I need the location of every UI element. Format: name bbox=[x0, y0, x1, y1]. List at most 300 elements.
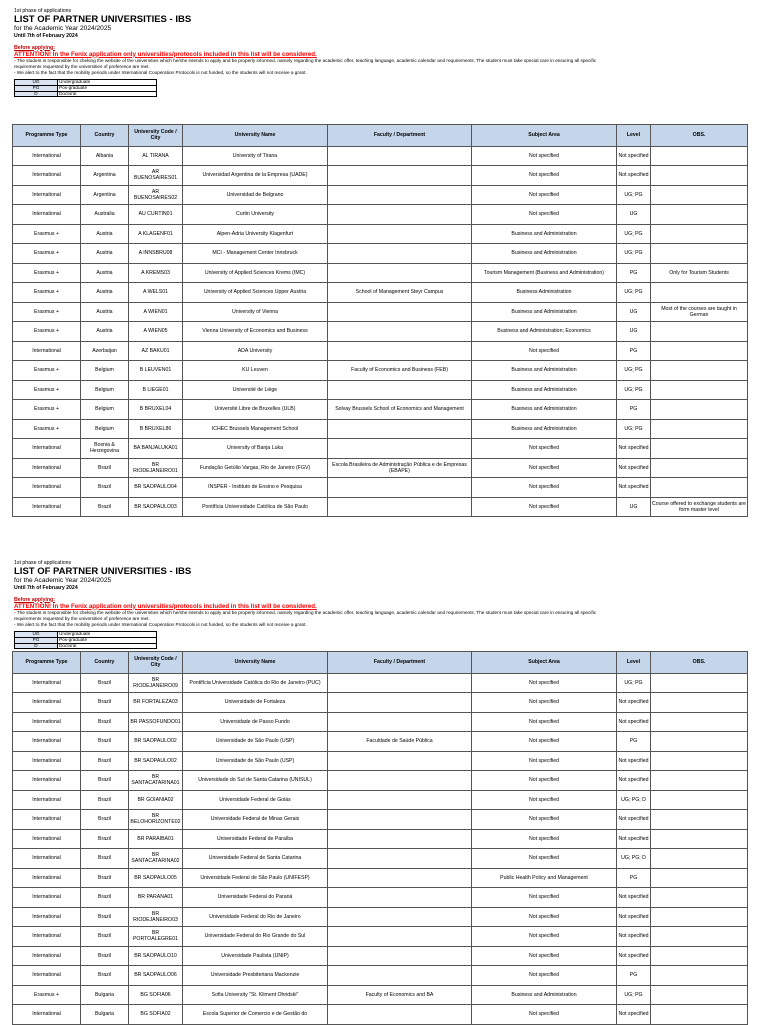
faculty-cell bbox=[328, 927, 472, 947]
legend-code: D bbox=[15, 643, 58, 649]
table-row bbox=[13, 185, 748, 205]
country-cell: Austria bbox=[81, 283, 129, 303]
university-name-cell: Universidade de Fortaleza bbox=[183, 693, 328, 713]
programme-type-cell: International bbox=[13, 458, 81, 478]
country-cell: Australia bbox=[81, 205, 129, 225]
legend-code: PG bbox=[15, 85, 58, 91]
level-cell: UG bbox=[617, 322, 651, 342]
obs-cell bbox=[651, 1005, 748, 1025]
university-code-cell: AR BUENOSAIRES02 bbox=[129, 185, 183, 205]
university-name-cell: Fundação Getúlio Vargas, Rio de Janeiro (FGV) bbox=[183, 458, 328, 478]
university-name-cell: Universidade de São Paulo (USP) bbox=[183, 732, 328, 752]
country-cell: Brazil bbox=[81, 478, 129, 498]
obs-cell bbox=[651, 810, 748, 830]
subject-area-cell: Public Health Policy and Management bbox=[472, 868, 617, 888]
level-legend bbox=[14, 79, 157, 97]
subject-area-cell: Not specified bbox=[472, 166, 617, 186]
table-row bbox=[13, 419, 748, 439]
faculty-cell bbox=[328, 322, 472, 342]
obs-cell bbox=[651, 868, 748, 888]
subject-area-cell: Not specified bbox=[472, 478, 617, 498]
programme-type-cell: Erasmus + bbox=[13, 283, 81, 303]
table-row bbox=[13, 771, 748, 791]
obs-cell bbox=[651, 790, 748, 810]
subject-area-cell: Not specified bbox=[472, 439, 617, 459]
university-name-cell: Pontifícia Universidade Católica do Rio de Janeiro (PUC) bbox=[183, 673, 328, 693]
level-cell: Not specified bbox=[617, 1005, 651, 1025]
university-code-cell: BR GOIANIA02 bbox=[129, 790, 183, 810]
faculty-cell bbox=[328, 166, 472, 186]
level-cell: UG; PG bbox=[617, 380, 651, 400]
subject-area-cell: Not specified bbox=[472, 712, 617, 732]
level-header: Level bbox=[617, 652, 651, 674]
programme-type-cell: International bbox=[13, 771, 81, 791]
university-code-cell: A KLAGENF01 bbox=[129, 224, 183, 244]
level-cell: UG bbox=[617, 497, 651, 517]
academic-year: for the Academic Year 2024/2025 bbox=[14, 577, 112, 584]
programme-type-cell: International bbox=[13, 673, 81, 693]
university-code-cell: BR SAOPAULO03 bbox=[129, 497, 183, 517]
faculty-cell bbox=[328, 946, 472, 966]
programme-type-cell: Erasmus + bbox=[13, 263, 81, 283]
table-row bbox=[13, 322, 748, 342]
country-header: Country bbox=[81, 125, 129, 147]
programme-type-cell: International bbox=[13, 478, 81, 498]
faculty-cell bbox=[328, 146, 472, 166]
level-header: Level bbox=[617, 125, 651, 147]
table-row bbox=[13, 341, 748, 361]
programme-type-cell: International bbox=[13, 1005, 81, 1025]
level-cell: UG; PG; D bbox=[617, 790, 651, 810]
university-name-cell: Universidade Federal de Santa Catarina bbox=[183, 849, 328, 869]
obs-cell bbox=[651, 771, 748, 791]
country-cell: Brazil bbox=[81, 888, 129, 908]
faculty-cell: Escola Brasileira de Administração Pública e de Empresas (EBAPE) bbox=[328, 458, 472, 478]
subject-area-cell: Not specified bbox=[472, 693, 617, 713]
programme-type-cell: International bbox=[13, 341, 81, 361]
obs-cell bbox=[651, 712, 748, 732]
subject-area-cell: Not specified bbox=[472, 946, 617, 966]
country-cell: Brazil bbox=[81, 497, 129, 517]
level-cell: UG; PG bbox=[617, 224, 651, 244]
programme-type-cell: Erasmus + bbox=[13, 361, 81, 381]
table-row bbox=[13, 166, 748, 186]
faculty-cell bbox=[328, 302, 472, 322]
university-code-cell: B BRUXEL04 bbox=[129, 400, 183, 420]
legend-row bbox=[15, 643, 157, 649]
programme-type-cell: International bbox=[13, 927, 81, 947]
university-code-cell: BR BELOHORIZONTE02 bbox=[129, 810, 183, 830]
table-row bbox=[13, 361, 748, 381]
programme-type-header: Programme Type bbox=[13, 125, 81, 147]
subject-area-cell: Not specified bbox=[472, 966, 617, 986]
programme-type-cell: International bbox=[13, 966, 81, 986]
obs-cell: Course offered to exchange students are form master level bbox=[651, 497, 748, 517]
university-name-cell: Universidade Federal de Minas Gerais bbox=[183, 810, 328, 830]
programme-type-cell: International bbox=[13, 732, 81, 752]
programme-type-cell: International bbox=[13, 205, 81, 225]
university-code-cell: BR SANTACATARINA02 bbox=[129, 849, 183, 869]
legend-code: UG bbox=[15, 80, 58, 86]
university-code-cell: A WIEN01 bbox=[129, 302, 183, 322]
country-cell: Brazil bbox=[81, 771, 129, 791]
subject-area-cell: Business and Administration bbox=[472, 419, 617, 439]
subject-area-cell: Tourism Management (Business and Administration) bbox=[472, 263, 617, 283]
legend-code: PG bbox=[15, 637, 58, 643]
obs-cell bbox=[651, 185, 748, 205]
level-cell: PG bbox=[617, 732, 651, 752]
level-cell: UG bbox=[617, 205, 651, 225]
before-applying-heading: Before applying: bbox=[14, 44, 55, 51]
subject-area-cell: Not specified bbox=[472, 829, 617, 849]
table-row bbox=[13, 888, 748, 908]
programme-type-header: Programme Type bbox=[13, 652, 81, 674]
table-row bbox=[13, 263, 748, 283]
university-name-cell: Vienna University of Economics and Business bbox=[183, 322, 328, 342]
faculty-cell bbox=[328, 771, 472, 791]
country-cell: Argentina bbox=[81, 166, 129, 186]
level-cell: Not specified bbox=[617, 829, 651, 849]
table-row bbox=[13, 146, 748, 166]
country-cell: Brazil bbox=[81, 712, 129, 732]
subject-area-cell: Not specified bbox=[472, 673, 617, 693]
obs-cell bbox=[651, 283, 748, 303]
country-cell: Belgium bbox=[81, 361, 129, 381]
programme-type-cell: International bbox=[13, 907, 81, 927]
university-name-header: University Name bbox=[183, 652, 328, 674]
programme-type-cell: International bbox=[13, 810, 81, 830]
level-cell: Not specified bbox=[617, 146, 651, 166]
university-code-cell: B LIEGE01 bbox=[129, 380, 183, 400]
country-cell: Belgium bbox=[81, 400, 129, 420]
faculty-cell bbox=[328, 341, 472, 361]
subject-area-cell: Business and Administration bbox=[472, 400, 617, 420]
universities-table bbox=[12, 124, 748, 517]
university-code-cell: BR RIODEJANEIRO09 bbox=[129, 673, 183, 693]
country-cell: Azerbaijan bbox=[81, 341, 129, 361]
subject-area-cell: Business and Administration bbox=[472, 302, 617, 322]
table-row bbox=[13, 985, 748, 1005]
faculty-cell bbox=[328, 478, 472, 498]
obs-cell bbox=[651, 693, 748, 713]
university-code-cell: BR PASSOFUNDO01 bbox=[129, 712, 183, 732]
university-code-cell: BR PARAIBA01 bbox=[129, 829, 183, 849]
university-name-cell: Escola Superior de Comercio e de Gestão do bbox=[183, 1005, 328, 1025]
obs-cell bbox=[651, 419, 748, 439]
level-cell: UG; PG bbox=[617, 673, 651, 693]
subject-area-cell: Not specified bbox=[472, 146, 617, 166]
page-header bbox=[0, 552, 768, 627]
table-row bbox=[13, 205, 748, 225]
responsibility-note: - The student is responsible for cheking the website of the universities which he/she intends to apply and be properly informed, namely regarding the academic offer, teaching language, academic calendar and requirements. The student must take special care in ensuring all specific requirements requested by the universities of preference are met. bbox=[14, 610, 597, 621]
country-cell: Austria bbox=[81, 244, 129, 264]
programme-type-cell: Erasmus + bbox=[13, 302, 81, 322]
programme-type-cell: International bbox=[13, 946, 81, 966]
university-name-cell: Universidade Federal do Rio Grande do Sul bbox=[183, 927, 328, 947]
level-cell: PG bbox=[617, 966, 651, 986]
university-name-cell: Curtin University bbox=[183, 205, 328, 225]
attention-warning: ATTENTION! In the Fenix application only universities/protocols included in this list will be considered. bbox=[14, 50, 317, 58]
university-name-cell: MCI - Management Center Innsbruck bbox=[183, 244, 328, 264]
obs-cell bbox=[651, 341, 748, 361]
subject-area-cell: Not specified bbox=[472, 497, 617, 517]
table-row bbox=[13, 478, 748, 498]
country-cell: Austria bbox=[81, 224, 129, 244]
table-row bbox=[13, 907, 748, 927]
responsibility-note: - The student is responsible for cheking the website of the universities which he/she intends to apply and be properly informed, namely regarding the academic offer, teaching language, academic calendar and requirements. The student must take special care in ensuring all specific requirements requested by the universities of preference are met. bbox=[14, 58, 597, 69]
programme-type-cell: International bbox=[13, 497, 81, 517]
table-row bbox=[13, 458, 748, 478]
faculty-cell bbox=[328, 1005, 472, 1025]
level-cell: Not specified bbox=[617, 927, 651, 947]
level-cell: PG bbox=[617, 341, 651, 361]
programme-type-cell: International bbox=[13, 693, 81, 713]
level-cell: PG bbox=[617, 400, 651, 420]
university-code-cell: BR RIODEJANEIRO03 bbox=[129, 907, 183, 927]
university-code-cell: A WELS01 bbox=[129, 283, 183, 303]
university-name-cell: ICHEC Brussels Management School bbox=[183, 419, 328, 439]
subject-area-cell: Not specified bbox=[472, 771, 617, 791]
country-cell: Brazil bbox=[81, 829, 129, 849]
country-cell: Belgium bbox=[81, 380, 129, 400]
university-name-cell: Universidade Federal de Paraíba bbox=[183, 829, 328, 849]
level-cell: Not specified bbox=[617, 458, 651, 478]
university-code-cell: BR SAOPAULO02 bbox=[129, 732, 183, 752]
obs-cell bbox=[651, 732, 748, 752]
level-cell: Not specified bbox=[617, 693, 651, 713]
university-code-cell: BR SAOPAULO10 bbox=[129, 946, 183, 966]
faculty-cell bbox=[328, 790, 472, 810]
subject-area-cell: Business and Administration bbox=[472, 380, 617, 400]
legend-label: Doctoral bbox=[58, 91, 157, 97]
faculty-cell bbox=[328, 907, 472, 927]
faculty-cell bbox=[328, 693, 472, 713]
subject-area-cell: Business and Administration bbox=[472, 244, 617, 264]
table-row bbox=[13, 224, 748, 244]
country-cell: Belgium bbox=[81, 419, 129, 439]
legend-label: Doctoral bbox=[58, 643, 157, 649]
faculty-cell bbox=[328, 439, 472, 459]
subject-area-cell: Not specified bbox=[472, 341, 617, 361]
country-cell: Albania bbox=[81, 146, 129, 166]
obs-cell bbox=[651, 205, 748, 225]
funding-note: - We alert to the fact that the mobility periods under International Cooperation Protocols is not funded, so the students will not receive a grant. bbox=[14, 621, 307, 627]
obs-cell bbox=[651, 907, 748, 927]
programme-type-cell: International bbox=[13, 868, 81, 888]
level-cell: Not specified bbox=[617, 712, 651, 732]
university-name-cell: ADA University bbox=[183, 341, 328, 361]
country-cell: Brazil bbox=[81, 946, 129, 966]
deadline: Until 7th of February 2024 bbox=[14, 584, 78, 591]
table-row bbox=[13, 439, 748, 459]
obs-cell bbox=[651, 166, 748, 186]
programme-type-cell: Erasmus + bbox=[13, 380, 81, 400]
table-row bbox=[13, 751, 748, 771]
obs-cell bbox=[651, 400, 748, 420]
country-cell: Austria bbox=[81, 322, 129, 342]
university-code-cell: BG SOFIA06 bbox=[129, 985, 183, 1005]
university-name-cell: University of Tirana bbox=[183, 146, 328, 166]
country-cell: Bulgaria bbox=[81, 1005, 129, 1025]
obs-cell bbox=[651, 849, 748, 869]
level-cell: Not specified bbox=[617, 751, 651, 771]
programme-type-cell: Erasmus + bbox=[13, 985, 81, 1005]
university-name-cell: Universidade de São Paulo (USP) bbox=[183, 751, 328, 771]
country-cell: Brazil bbox=[81, 868, 129, 888]
country-cell: Brazil bbox=[81, 732, 129, 752]
level-cell: Not specified bbox=[617, 478, 651, 498]
university-name-cell: Universidade Federal do Paraná bbox=[183, 888, 328, 908]
university-name-cell: University of Banja Luka bbox=[183, 439, 328, 459]
university-code-cell: BA BANJALUKA01 bbox=[129, 439, 183, 459]
subject-area-cell: Business and Administration bbox=[472, 361, 617, 381]
country-cell: Brazil bbox=[81, 751, 129, 771]
country-cell: Bosnia & Herzegovina bbox=[81, 439, 129, 459]
subject-area-cell: Not specified bbox=[472, 810, 617, 830]
programme-type-cell: Erasmus + bbox=[13, 419, 81, 439]
university-name-cell: Universidade Paulista (UNIP) bbox=[183, 946, 328, 966]
obs-header: OBS. bbox=[651, 125, 748, 147]
table-row bbox=[13, 732, 748, 752]
level-cell: Not specified bbox=[617, 771, 651, 791]
subject-area-header: Subject Area bbox=[472, 652, 617, 674]
university-name-cell: INSPER - Instituto de Ensino e Pesquisa bbox=[183, 478, 328, 498]
faculty-cell: Solvay Brussels School of Economics and Management bbox=[328, 400, 472, 420]
obs-cell bbox=[651, 946, 748, 966]
table-row bbox=[13, 302, 748, 322]
obs-cell bbox=[651, 224, 748, 244]
table-row bbox=[13, 712, 748, 732]
subject-area-cell: Not specified bbox=[472, 849, 617, 869]
country-cell: Brazil bbox=[81, 790, 129, 810]
legend-label: Undergraduate bbox=[58, 632, 157, 638]
country-cell: Austria bbox=[81, 263, 129, 283]
university-code-cell: A INNSBRU08 bbox=[129, 244, 183, 264]
programme-type-cell: International bbox=[13, 888, 81, 908]
subject-area-cell: Business and Administration bbox=[472, 985, 617, 1005]
phase-label: 1st phase of applications bbox=[14, 560, 72, 566]
obs-cell bbox=[651, 829, 748, 849]
level-cell: UG bbox=[617, 302, 651, 322]
university-code-cell: A WIEN05 bbox=[129, 322, 183, 342]
obs-cell bbox=[651, 673, 748, 693]
university-name-cell: University of Vienna bbox=[183, 302, 328, 322]
table-row bbox=[13, 966, 748, 986]
subject-area-cell: Not specified bbox=[472, 458, 617, 478]
before-applying-heading: Before applying: bbox=[14, 596, 55, 603]
university-code-cell: AZ BAKU01 bbox=[129, 341, 183, 361]
university-name-cell: Universidade Federal de São Paulo (UNIFESP) bbox=[183, 868, 328, 888]
programme-type-cell: Erasmus + bbox=[13, 224, 81, 244]
table-row bbox=[13, 810, 748, 830]
level-cell: PG bbox=[617, 868, 651, 888]
country-cell: Brazil bbox=[81, 673, 129, 693]
legend-label: Pós-graduate bbox=[58, 637, 157, 643]
table-header-row bbox=[13, 652, 748, 674]
university-code-header: University Code / City bbox=[129, 125, 183, 147]
programme-type-cell: International bbox=[13, 751, 81, 771]
table-row bbox=[13, 673, 748, 693]
level-legend bbox=[14, 631, 157, 649]
obs-cell: Most of the courses are taught in German bbox=[651, 302, 748, 322]
university-name-cell: Universidad de Belgrano bbox=[183, 185, 328, 205]
table-row bbox=[13, 244, 748, 264]
country-cell: Argentina bbox=[81, 185, 129, 205]
programme-type-cell: International bbox=[13, 849, 81, 869]
faculty-cell: Faculty of Economics and BA bbox=[328, 985, 472, 1005]
university-code-cell: BR PORTOALEGRE01 bbox=[129, 927, 183, 947]
table-row bbox=[13, 927, 748, 947]
university-name-cell: KU Leuven bbox=[183, 361, 328, 381]
university-code-cell: BR FORTALEZA03 bbox=[129, 693, 183, 713]
faculty-cell bbox=[328, 829, 472, 849]
programme-type-cell: International bbox=[13, 790, 81, 810]
university-code-cell: B BRUXEL86 bbox=[129, 419, 183, 439]
university-code-cell: BR SAOPAULO06 bbox=[129, 966, 183, 986]
subject-area-cell: Not specified bbox=[472, 790, 617, 810]
faculty-cell bbox=[328, 966, 472, 986]
country-cell: Brazil bbox=[81, 966, 129, 986]
level-cell: UG; PG bbox=[617, 361, 651, 381]
faculty-cell bbox=[328, 224, 472, 244]
level-cell: UG; PG bbox=[617, 985, 651, 1005]
university-code-cell: B LEUVEN01 bbox=[129, 361, 183, 381]
university-code-cell: BR SAOPAULO04 bbox=[129, 478, 183, 498]
faculty-cell bbox=[328, 849, 472, 869]
table-row bbox=[13, 849, 748, 869]
subject-area-cell: Business and Administration bbox=[472, 224, 617, 244]
table-row bbox=[13, 283, 748, 303]
subject-area-cell: Business and Administration; Economics bbox=[472, 322, 617, 342]
level-cell: Not specified bbox=[617, 946, 651, 966]
obs-cell bbox=[651, 478, 748, 498]
university-name-header: University Name bbox=[183, 125, 328, 147]
subject-area-cell: Not specified bbox=[472, 185, 617, 205]
country-header: Country bbox=[81, 652, 129, 674]
legend-code: UG bbox=[15, 632, 58, 638]
table-row bbox=[13, 946, 748, 966]
faculty-cell bbox=[328, 497, 472, 517]
level-cell: UG; PG bbox=[617, 283, 651, 303]
legend-label: Undergraduate bbox=[58, 80, 157, 86]
university-code-cell: BR RIODEJANEIRO01 bbox=[129, 458, 183, 478]
country-cell: Brazil bbox=[81, 849, 129, 869]
obs-cell bbox=[651, 322, 748, 342]
table-row bbox=[13, 790, 748, 810]
faculty-cell bbox=[328, 673, 472, 693]
university-code-cell: BR PARANA01 bbox=[129, 888, 183, 908]
subject-area-cell: Not specified bbox=[472, 205, 617, 225]
subject-area-cell: Not specified bbox=[472, 907, 617, 927]
university-name-cell: Universidade Federal do Rio de Janeiro bbox=[183, 907, 328, 927]
country-cell: Brazil bbox=[81, 927, 129, 947]
programme-type-cell: International bbox=[13, 185, 81, 205]
subject-area-cell: Business Administration bbox=[472, 283, 617, 303]
university-name-cell: Universidade do Sul de Santa Catarina (UNISUL) bbox=[183, 771, 328, 791]
legend-code: D bbox=[15, 91, 58, 97]
programme-type-cell: International bbox=[13, 712, 81, 732]
country-cell: Brazil bbox=[81, 810, 129, 830]
level-cell: UG; PG bbox=[617, 185, 651, 205]
universities-table bbox=[12, 651, 748, 1025]
country-cell: Brazil bbox=[81, 907, 129, 927]
obs-cell bbox=[651, 380, 748, 400]
level-cell: Not specified bbox=[617, 810, 651, 830]
faculty-cell: Faculty of Economics and Business (FEB) bbox=[328, 361, 472, 381]
university-code-cell: A KREMS03 bbox=[129, 263, 183, 283]
table-row bbox=[13, 380, 748, 400]
programme-type-cell: International bbox=[13, 829, 81, 849]
